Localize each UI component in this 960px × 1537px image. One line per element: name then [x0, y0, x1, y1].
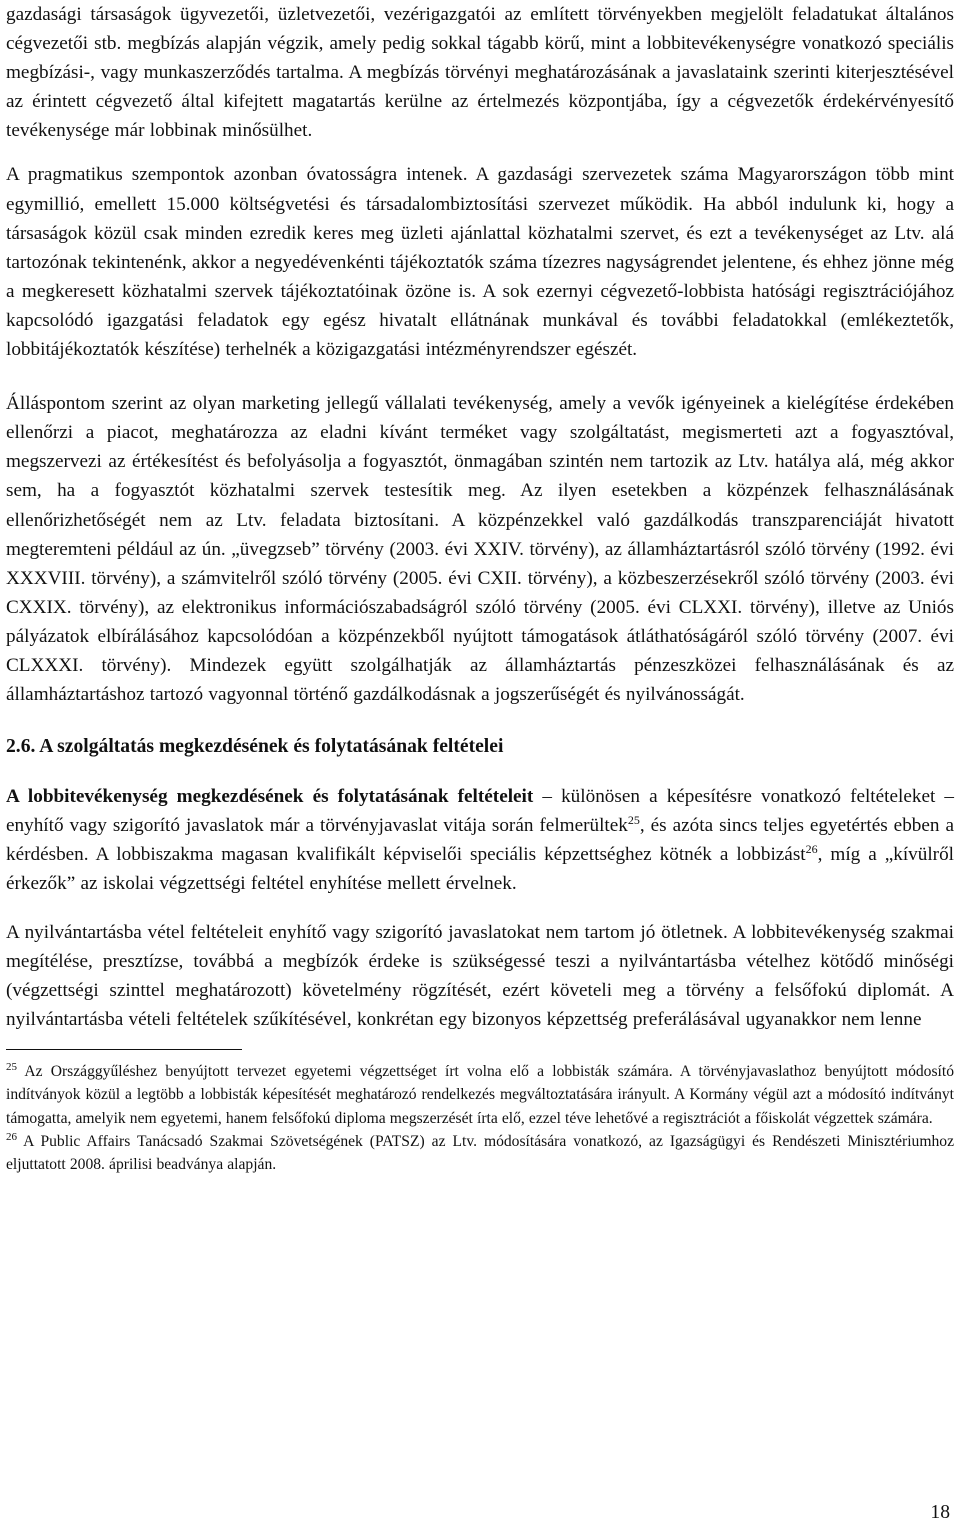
footnote-ref-25[interactable]: 25 — [627, 813, 640, 828]
paragraph-nyilvantartasba-vetel: A nyilvántartásba vétel feltételeit enyhítő vagy szigorító javaslatokat nem tartom jó ötletnek. A lobbitevékenység szakmai megítélése, presztízse, továbbá a megbízók érdeke is szükségessé teszi a nyilvántartásba vételhez kötődő minőségi (végzettségi szinttel meghatározott) követelmény rögzítését, ezért követeli meg a törvény a felsőfokú diplomát. A nyilvántartásba vételi feltételek szűkítésével, konkrétan egy bizonyos képzettség preferálásával ugyanakkor nem lenne — [6, 921, 954, 1030]
paragraph-cegvezetok: gazdasági társaságok ügyvezetői, üzletvezetői, vezérigazgatói az említett törvényekben megjelölt feladatukat általános cégvezetői stb. megbízás alapján végzik, amely pedig sokkal tágabb körű, mint a lobbitevékenységre vonatkozó speciális megbízási-, vagy munkaszerződés tartalma. A megbízás törvényi meghatározásának a javaslataink szerinti kiterjesztésével az érintett cégvezető által kifejtett magatartás kerülne az értelmezés központjába, így a cégvezetők érdekérvényesítő tevékenysége már lobbinak minősülhet. — [6, 4, 954, 142]
paragraph-spacer — [6, 364, 954, 389]
document-page — [6, 0, 954, 1176]
paragraph-spacer — [6, 145, 954, 160]
bold-lead-text: A lobbitevékenység megkezdésének és folytatásának feltételeit — [6, 786, 534, 808]
footnote-number: 26 — [6, 1130, 17, 1143]
footnote-number: 25 — [6, 1060, 17, 1073]
paragraph-spacer — [6, 899, 954, 918]
footnote-text: A Public Affairs Tanácsadó Szakmai Szövetségének (PATSZ) az Ltv. módosítására vonatkozó, az Igazságügyi és Rendészeti Minisztériumhoz eljuttatott 2008. áprilisi beadványa alapján. — [6, 1132, 954, 1174]
paragraph-pragmatikus-szempontok: A pragmatikus szempontok azonban óvatosságra intenek. A gazdasági szervezetek száma Magyarországon több mint egymillió, emellett 15.000 költségvetési és társadalombiztosítási szervezet működik. Ha abból indulunk ki, hogy a társaságok közül csak minden ezredik keres meg üzleti ajánlattal közhatalmi szervet, és ezt a tevékenységet az Ltv. alá tartozónak tekintenénk, akkor a negyedévenkénti tájékoztatók száma tízezres nagyságrendet jelentene, és ehhez jönne még a megkeresett közhatalmi szervek tájékoztatóinak özöne is. A sok ezernyi cégvezető-lobbista hatósági regisztrációjához kapcsolódó igazgatási feladatok egy egész hivatalt ellátnának munkával és további feladatokkal (emlékeztetők, lobbitájékoztatók készítése) terhelnék a közigazgatási intézményrendszer egészét. — [6, 164, 954, 361]
footnote-25 — [6, 1060, 954, 1130]
paragraph-text-segment: , míg a „kívülről érkezők” az iskolai végzettségi feltétel enyhítése mellett érvelnek. — [6, 844, 954, 895]
paragraph-spacer — [6, 761, 954, 782]
footnote-26 — [6, 1130, 954, 1177]
section-heading-2-6: 2.6. A szolgáltatás megkezdésének és folytatásának feltételei — [6, 736, 504, 758]
footnote-ref-26[interactable]: 26 — [805, 842, 818, 857]
page-number: 18 — [930, 1502, 950, 1523]
paragraph-spacer — [6, 709, 954, 732]
paragraph-text-segment: , és azóta sincs teljes egyetértés ebben a kérdésben. A lobbiszakma magasan kvalifikált képviselői speciális képzettséghez kötnék a lobbizást — [6, 815, 954, 866]
paragraph-text-segment: – különösen a képesítésre vonatkozó feltételeket – enyhítő vagy szigorító javaslatok már a törvényjavaslat vitája során felmerültek — [6, 786, 954, 837]
footnote-text: Az Országgyűléshez benyújtott tervezet egyetemi végzettséget írt volna elő a lobbisták számára. A törvényjavaslathoz benyújtott módosító indítványok közül a legtöbb a lobbisták képesítését meghatározó rendelkezés megváltoztatására irányult. A Kormány végül azt a módosító indítványt támogatta, amelyik nem egyetemi, hanem felsőfokú diploma megszerzését írta elő, ezzel téve lehetővé a regisztrációt a főiskolát végzettek számára. — [6, 1062, 954, 1127]
paragraph-lobbitevekenyseg-feltetelei — [6, 782, 954, 898]
paragraph-allaspontom: Álláspontom szerint az olyan marketing jellegű vállalati tevékenység, amely a vevők igényeinek a kielégítése érdekében ellenőrzi a piacot, meghatározza az eladni kívánt terméket vagy szolgáltatást, megismerteti azt a fogyasztóval, megszervezi az értékesítést és befolyásolja a fogyasztót, önmagában szintén nem tartozik az Ltv. hatálya alá, még akkor sem, ha a fogyasztót közhatalmi szervek testesítik meg. Az ilyen esetekben a közpénzek felhasználásának ellenőrizhetőségét nem az Ltv. feladata biztosítani. A közpénzekkel való gazdálkodás transzparenciáját hivatott megteremteni például az ún. „üvegzseb” törvény (2003. évi XXIV. törvény), az államháztartásról szóló törvény (1992. évi XXXVIII. törvény), a számvitelről szóló törvény (2005. évi CXII. törvény), a közbeszerzésekről szóló törvény (2003. évi CXXIX. törvény), az elektronikus információszabadságról szóló törvény (2005. évi CLXXI. törvény), illetve az Uniós pályázatok elbírálásához kapcsolódóan a közpénzekből nyújtott támogatások átláthatóságáról szóló törvény (2007. évi CLXXXI. törvény). Mindezek együtt szolgálhatják az államháztartás pénzeszközei felhasználásának és az államháztartáshoz tartozó vagyonnal történő gazdálkodásnak a jogszerűségét és nyilvánosságát. — [6, 393, 954, 706]
footnote-divider — [6, 1049, 242, 1050]
